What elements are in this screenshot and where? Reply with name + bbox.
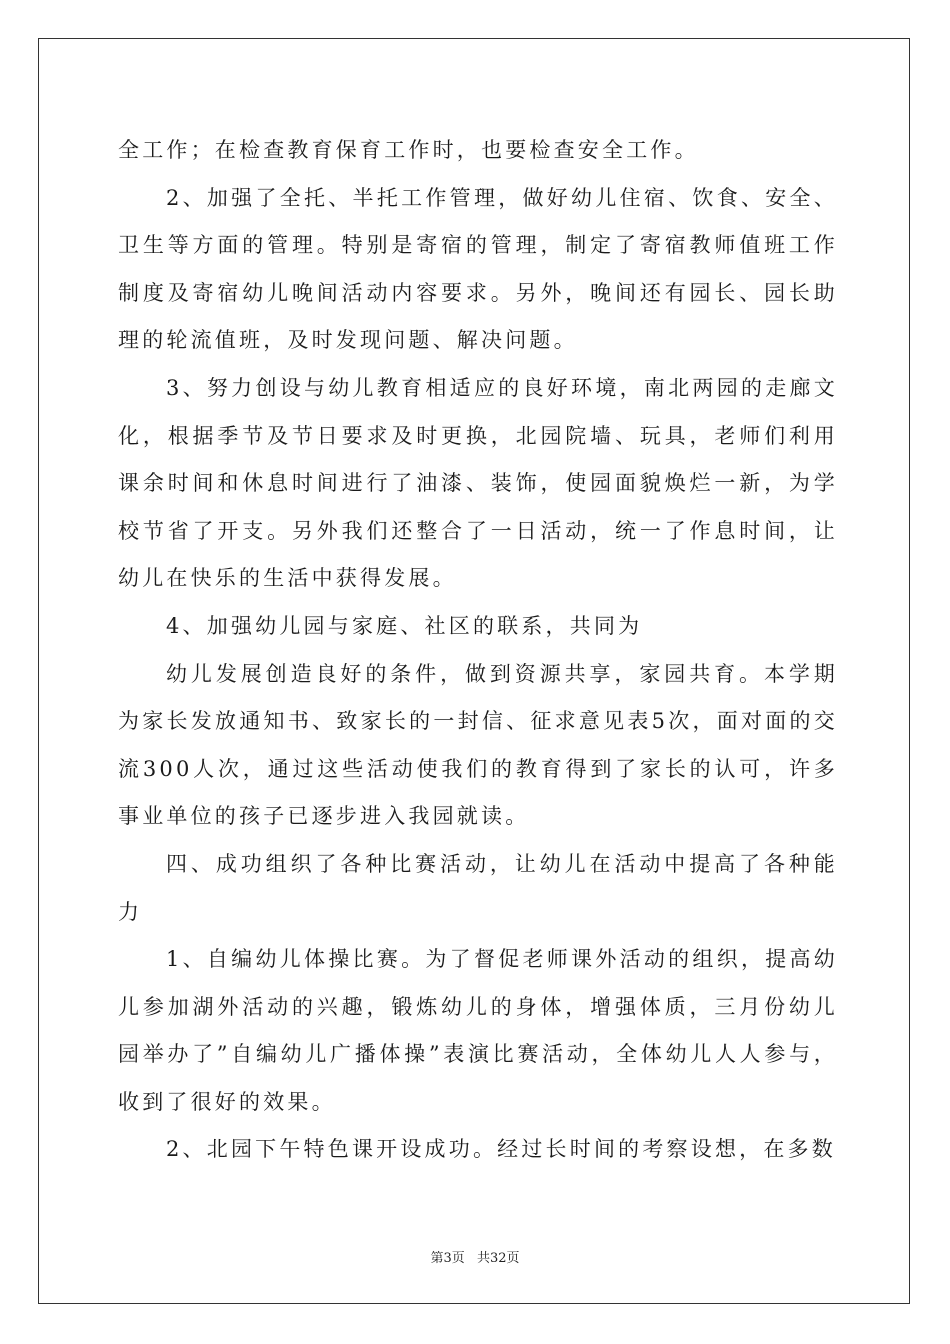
document-body — [118, 127, 838, 1174]
paragraph: 2、北园下午特色课开设成功。经过长时间的考察设想，在多数 — [166, 1137, 836, 1162]
page-total: 共32页 — [476, 1251, 520, 1266]
paragraph: 3、努力创设与幼儿教育相适应的良好环境，南北两园的走廊文化，根据季节及节日要求及时更换，北园院墙、玩具，老师们利用课余时间和休息时间进行了油漆、装饰，使园面貌焕烂一新，为学校节省了开支。另外我们还整合了一日活动，统一了作息时间，让幼儿在快乐的生活中获得发展。 — [118, 375, 838, 591]
paragraph: 1、自编幼儿体操比赛。为了督促老师课外活动的组织，提高幼儿参加湖外活动的兴趣，锻炼幼儿的身体，增强体质，三月份幼儿园举办了”自编幼儿广播体操”表演比赛活动，全体幼儿人人参与，收到了很好的效果。 — [118, 947, 838, 1114]
page-number: 第3页 — [430, 1251, 465, 1266]
paragraph: 4、加强幼儿园与家庭、社区的联系，共同为 — [166, 613, 643, 638]
section-heading: 四、成功组织了各种比赛活动，让幼儿在活动中提高了各种能力 — [118, 851, 838, 924]
page-footer — [0, 1247, 950, 1266]
paragraph: 2、加强了全托、半托工作管理，做好幼儿住宿、饮食、安全、卫生等方面的管理。特别是寄宿的管理，制定了寄宿教师值班工作制度及寄宿幼儿晚间活动内容要求。另外，晚间还有园长、园长助理的轮流值班，及时发现问题、解决问题。 — [118, 185, 838, 353]
paragraph: 幼儿发展创造良好的条件，做到资源共享，家园共育。本学期为家长发放通知书、致家长的一封信、征求意见表5次，面对面的交流300人次，通过这些活动使我们的教育得到了家长的认可，许多事业单位的孩子已逐步进入我园就读。 — [118, 661, 838, 829]
paragraph: 全工作；在检查教育保育工作时，也要检查安全工作。 — [118, 138, 699, 162]
